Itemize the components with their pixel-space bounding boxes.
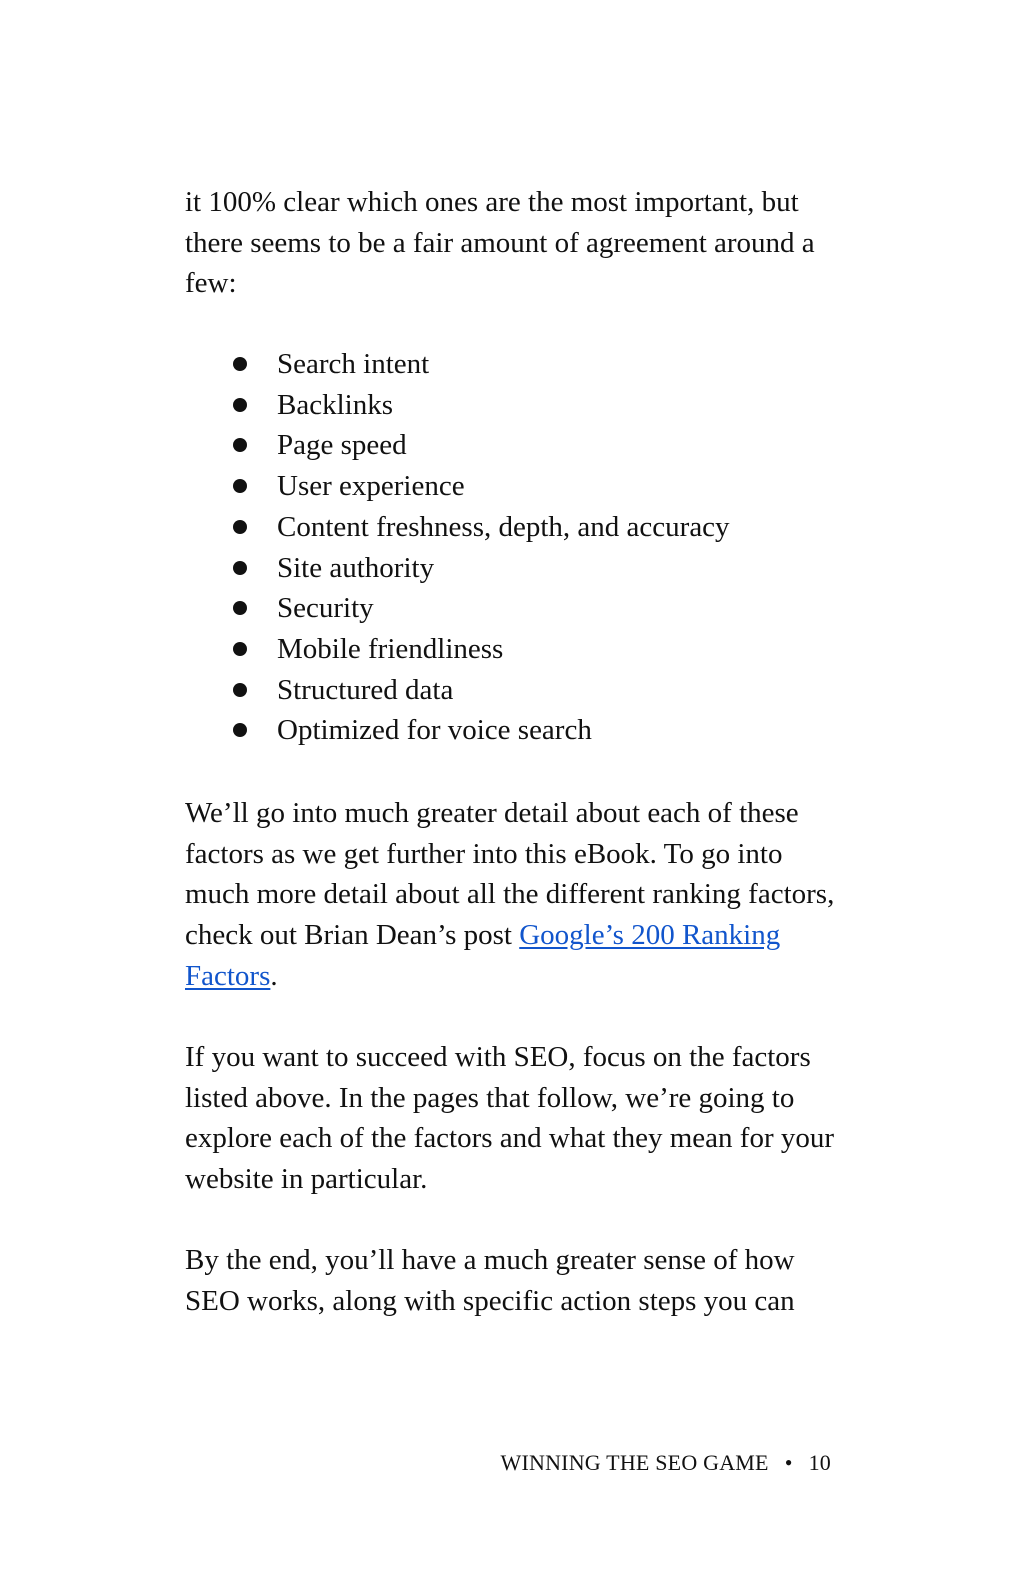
closing-paragraph: By the end, you’ll have a much greater sense of how SEO works, along with specific action steps you can bbox=[185, 1244, 795, 1317]
list-item bbox=[185, 425, 845, 466]
ranking-factors-list bbox=[185, 344, 845, 751]
list-item-label: Mobile friendliness bbox=[277, 632, 504, 665]
detail-period: . bbox=[270, 959, 278, 992]
bullet-icon bbox=[233, 642, 247, 656]
list-item bbox=[185, 588, 845, 629]
bullet-icon bbox=[233, 601, 247, 615]
list-item bbox=[185, 344, 845, 385]
list-item bbox=[185, 385, 845, 426]
list-item-label: Backlinks bbox=[277, 388, 393, 421]
book-title: WINNING THE SEO GAME bbox=[500, 1450, 769, 1475]
list-item-label: Structured data bbox=[277, 673, 454, 706]
ranking-factors-link[interactable]: Google’s 200 Ranking Factors bbox=[185, 919, 781, 992]
list-item bbox=[185, 466, 845, 507]
bullet-icon bbox=[233, 438, 247, 452]
list-item-label: Optimized for voice search bbox=[277, 714, 592, 747]
footer-separator: • bbox=[784, 1450, 793, 1475]
bullet-icon bbox=[233, 398, 247, 412]
bullet-icon bbox=[233, 723, 247, 737]
intro-paragraph: it 100% clear which ones are the most important, but there seems to be a fair amount of agreement around a few: bbox=[185, 186, 815, 300]
list-item-label: Security bbox=[277, 592, 374, 625]
page-number: 10 bbox=[808, 1450, 831, 1475]
detail-paragraph bbox=[185, 793, 845, 997]
bullet-icon bbox=[233, 683, 247, 697]
page-footer bbox=[501, 1449, 831, 1477]
list-item-label: Page speed bbox=[277, 429, 407, 462]
bullet-icon bbox=[233, 357, 247, 371]
focus-paragraph: If you want to succeed with SEO, focus on the factors listed above. In the pages that follow, we’re going to explore each of the factors and what they mean for your website in particular. bbox=[185, 1041, 835, 1196]
detail-text: We’ll go into much greater detail about each of these factors as we get further into this eBook. To go into much more detail about all the different ranking factors, check out Brian Dean’s post bbox=[185, 797, 835, 952]
bullet-icon bbox=[233, 520, 247, 534]
bullet-icon bbox=[233, 479, 247, 493]
list-item-label: Content freshness, depth, and accuracy bbox=[277, 510, 730, 543]
list-item-label: User experience bbox=[277, 470, 465, 503]
list-item-label: Site authority bbox=[277, 551, 435, 584]
list-item-label: Search intent bbox=[277, 348, 430, 380]
bullet-icon bbox=[233, 561, 247, 575]
list-item bbox=[185, 507, 845, 548]
list-item bbox=[185, 629, 845, 670]
list-item bbox=[185, 710, 845, 751]
list-item bbox=[185, 548, 845, 589]
list-item bbox=[185, 670, 845, 711]
